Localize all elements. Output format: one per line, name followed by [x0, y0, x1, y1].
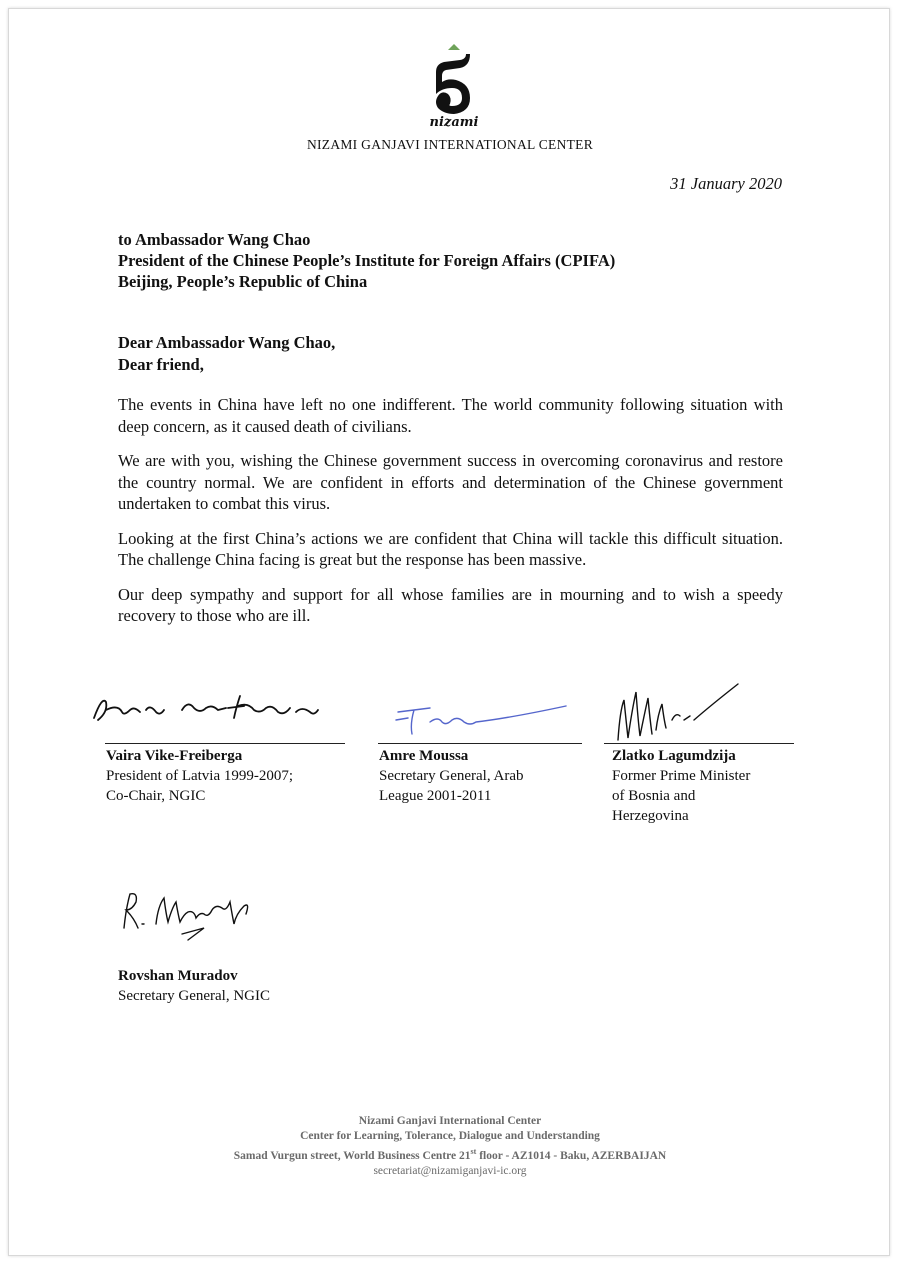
signature-moussa	[390, 700, 580, 740]
signature-line-1	[105, 743, 345, 744]
nizami-logo	[426, 42, 482, 128]
signatory-1	[106, 746, 293, 806]
recipient-block	[118, 229, 615, 292]
signatory-1-title-1: President of Latvia 1999-2007;	[106, 768, 294, 784]
footer	[0, 1114, 900, 1179]
signatory-3	[612, 746, 750, 826]
signatory-2-title-2: League 2001-2011	[379, 788, 492, 804]
signatory-3-title-1: Former Prime Minister	[612, 768, 751, 784]
footer-org: Nizami Ganjavi International Center	[358, 1115, 542, 1127]
body-paragraph-3: Looking at the first China’s actions we are confident that China will tackle this difficult situation. The challenge China facing is great but the response has been massive.	[118, 528, 783, 569]
greeting-line-2: Dear friend,	[118, 355, 204, 374]
signature-line-2	[378, 743, 582, 744]
signatory-1-name: Vaira Vike-Freiberga	[106, 748, 243, 764]
greeting	[118, 332, 335, 376]
signatory-2-name: Amre Moussa	[379, 748, 469, 764]
recipient-title: President of the Chinese People’s Institute for Foreign Affairs (CPIFA)	[118, 251, 616, 270]
letter-date: 31 January 2020	[670, 174, 782, 193]
signatory-4-title-1: Secretary General, NGIC	[118, 988, 271, 1004]
signatory-4-name: Rovshan Muradov	[118, 968, 238, 984]
signatory-4	[118, 966, 270, 1006]
signatory-3-name: Zlatko Lagumdzija	[612, 748, 736, 764]
recipient-location: Beijing, People’s Republic of China	[118, 272, 368, 291]
signature-muradov	[112, 884, 272, 944]
footer-address: Samad Vurgun street, World Business Centre 21st floor - AZ1014 - Baku, AZERBAIJAN	[233, 1147, 667, 1162]
body-paragraph-4: Our deep sympathy and support for all whose families are in mourning and to wish a speedy recovery to those who are ill.	[118, 584, 783, 625]
body-paragraph-2: We are with you, wishing the Chinese government success in overcoming coronavirus and restore the country normal. We are confident in efforts and determination of the Chinese government undertaken to combat this virus.	[118, 451, 783, 513]
signatory-1-title-2: Co-Chair, NGIC	[106, 788, 206, 804]
greeting-line-1: Dear Ambassador Wang Chao,	[118, 333, 336, 352]
signatory-2	[379, 746, 524, 806]
recipient-name: to Ambassador Wang Chao	[118, 230, 311, 249]
signatory-2-title-1: Secretary General, Arab	[379, 768, 524, 784]
body-paragraph-1: The events in China have left no one indifferent. The world community following situation with deep concern, as it caused death of civilians.	[118, 395, 783, 436]
signatory-3-title-2: of Bosnia and	[612, 788, 696, 804]
signature-vike-freiberga	[88, 682, 338, 732]
svg-text:nizami: nizami	[429, 115, 479, 128]
organization-name: NIZAMI GANJAVI INTERNATIONAL CENTER	[306, 137, 594, 152]
footer-tagline: Center for Learning, Tolerance, Dialogue and Understanding	[300, 1130, 600, 1142]
signatory-3-title-3: Herzegovina	[612, 808, 689, 824]
signature-line-3	[604, 743, 794, 744]
footer-email[interactable]: secretariat@nizamiganjavi-ic.org	[373, 1164, 527, 1177]
letter-body	[118, 394, 783, 640]
